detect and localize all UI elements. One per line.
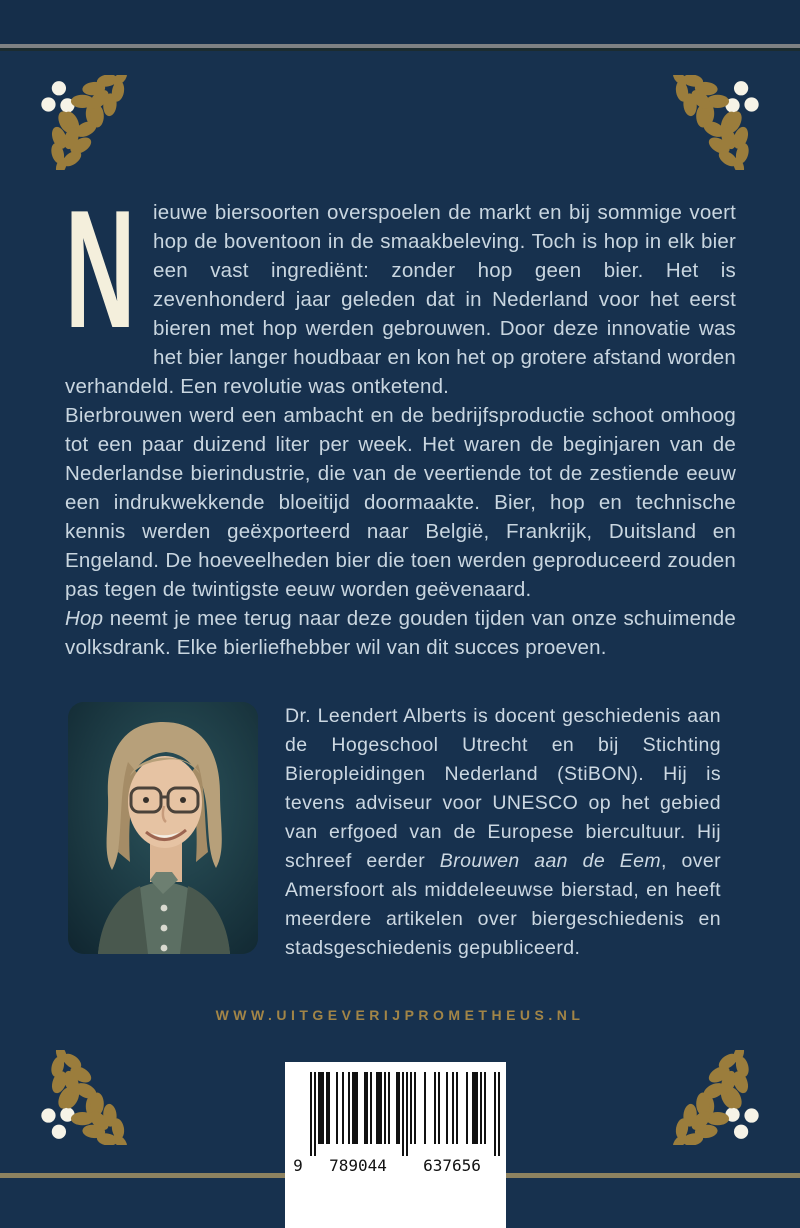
top-edge-band [0, 0, 800, 44]
blurb-paragraph-3 [65, 604, 736, 662]
hop-ornament-icon [667, 75, 762, 170]
author-bio [285, 702, 721, 963]
svg-text:9: 9 [292, 1156, 303, 1175]
hop-ornament-icon [667, 1050, 762, 1145]
drop-cap [65, 175, 137, 363]
blurb-paragraph-1-text: ieuwe biersoorten overspoelen de markt en bij sommige voert hop de boventoon in de smaakbeleving. Toch is hop in elk bier een vast ingrediënt: zonder hop geen bier. Het is zevenhonderd jaar geleden dat in Nederland voor het eerst bieren met hop werden gebrouwen. Door deze innovatie was het bier langer houdbaar en kon het op grotere afstand worden verhandeld. Een revolutie was ontketend. [65, 201, 736, 398]
top-edge-crease-shadow [0, 48, 800, 51]
svg-text:637656: 637656 [422, 1156, 481, 1175]
blurb-paragraph-1 [65, 175, 736, 401]
author-bio-text-before: Dr. Leendert Alberts is docent geschiedenis aan de Hogeschool Utrecht en bij Stichting Bieropleidingen Nederland (StiBON). Hij is tevens adviseur voor UNESCO op het gebied van erfgoed van de Europese biercultuur. Hij schreef eerder [285, 705, 721, 872]
barcode [285, 1062, 506, 1228]
back-cover-blurb [65, 175, 736, 662]
hop-ornament-icon [38, 75, 133, 170]
author-photo [68, 702, 258, 954]
hop-ornament-icon [38, 1050, 133, 1145]
blurb-paragraph-3-text: neemt je mee terug naar deze gouden tijden van onze schuimende volksdrank. Elke bierliefhebber wil van dit succes proeven. [65, 607, 736, 659]
svg-text:789044: 789044 [328, 1156, 387, 1175]
previous-book-title-italic: Brouwen aan de Eem [439, 850, 661, 872]
blurb-paragraph-2: Bierbrouwen werd een ambacht en de bedrijfsproductie schoot omhoog tot een paar duizend liter per week. Het waren de beginjaren van de Nederlandse bierindustrie, die van de veertiende tot de zestiende eeuw een indrukwekkende bloeitijd doormaakte. Bier, hop en technische kennis werden geëxporteerd naar België, Frankrijk, Duitsland en Engeland. De hoeveelheden bier die toen werden geproduceerd zouden pas tegen de twintigste eeuw worden geëvenaard. [65, 404, 736, 601]
author-portrait-illustration [68, 702, 258, 954]
author-bio-text-after: , over Amersfoort als middeleeuwse bierstad, en heeft meerdere artikelen over biergeschiedenis en stadsgeschiedenis gepubliceerd. [285, 850, 721, 959]
barcode-bars [290, 1072, 502, 1176]
book-title-italic: Hop [65, 607, 104, 630]
publisher-website: WWW.UITGEVERIJPROMETHEUS.NL [215, 1007, 585, 1023]
drop-cap-letter: N [65, 175, 136, 363]
